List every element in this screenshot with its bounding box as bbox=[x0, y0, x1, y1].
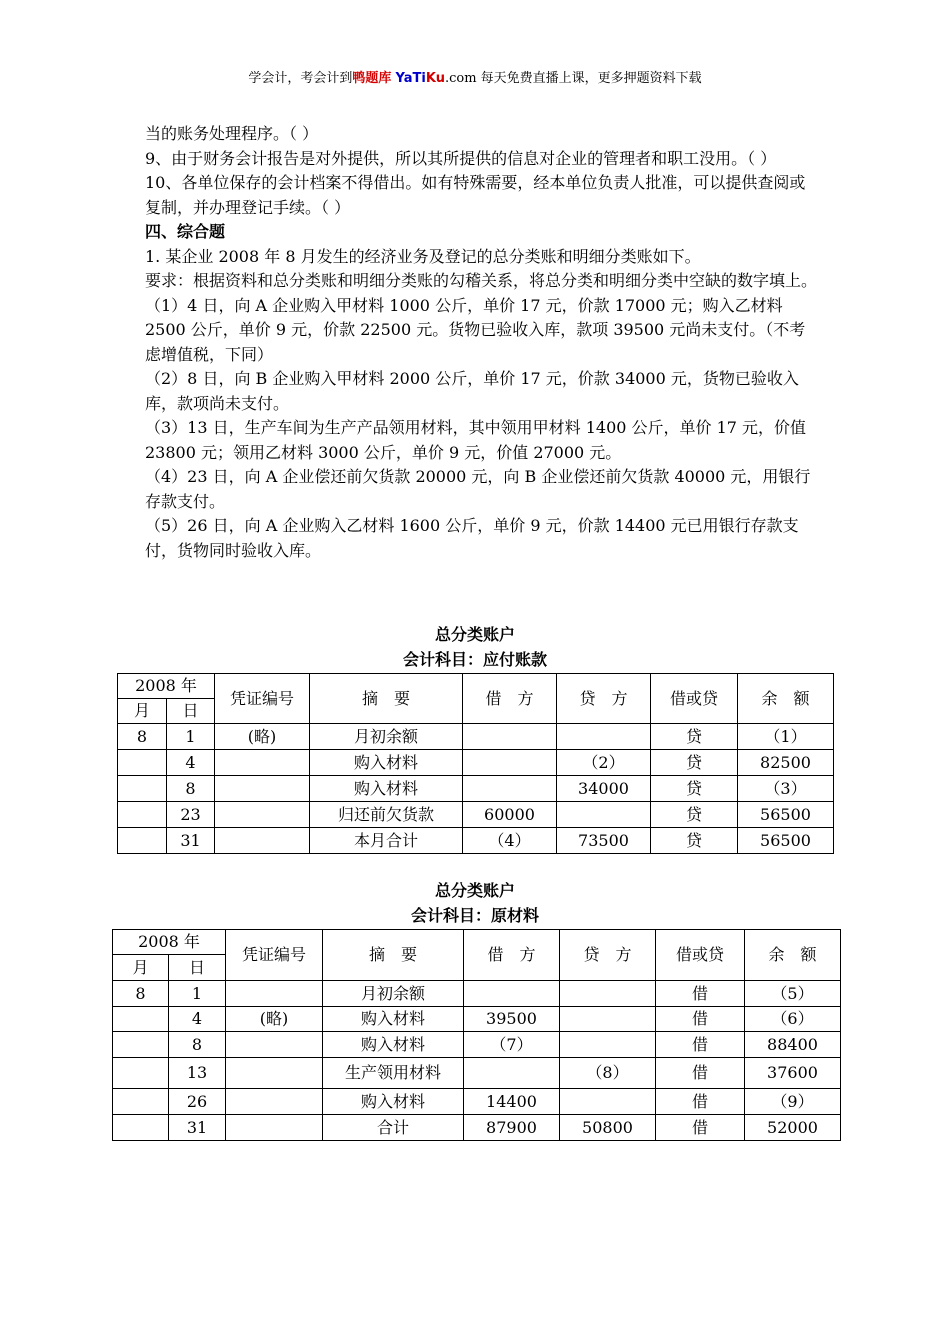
cell-dc: 借 bbox=[656, 1032, 745, 1058]
cell-voucher bbox=[215, 828, 310, 854]
year-header: 2008 年 bbox=[113, 930, 226, 955]
cell-month bbox=[113, 1007, 169, 1032]
table-row bbox=[118, 776, 834, 802]
cell-debit bbox=[463, 750, 557, 776]
header-site-name: 鸭题库 bbox=[352, 71, 392, 86]
cell-summary: 生产领用材料 bbox=[323, 1058, 464, 1089]
month-header: 月 bbox=[118, 699, 167, 724]
cell-summary: 购入材料 bbox=[323, 1007, 464, 1032]
cell-day: 13 bbox=[169, 1058, 226, 1089]
cell-day: 4 bbox=[169, 1007, 226, 1032]
section-heading: 四、综合题 bbox=[145, 222, 226, 241]
ledger2-table bbox=[112, 929, 841, 1141]
table-row bbox=[113, 1089, 841, 1115]
day-header: 日 bbox=[167, 699, 215, 724]
dc-header: 借或贷 bbox=[656, 930, 745, 981]
cell-debit: 14400 bbox=[464, 1089, 560, 1115]
voucher-header: 凭证编号 bbox=[215, 674, 310, 724]
table-row bbox=[118, 750, 834, 776]
ledger2-title: 总分类账户 bbox=[434, 881, 515, 900]
cell-balance: （9） bbox=[745, 1089, 841, 1115]
paragraph: （2）8 日，向 B 企业购入甲材料 2000 公斤，单价 17 元，价款 34000 元，货物已验收入库，款项尚未支付。 bbox=[145, 369, 799, 413]
cell-dc: 借 bbox=[656, 1058, 745, 1089]
cell-balance: 88400 bbox=[745, 1032, 841, 1058]
paragraph: 要求：根据资料和总分类账和明细分类账的勾稽关系，将总分类和明细分类中空缺的数字填上。 bbox=[145, 271, 818, 290]
cell-month bbox=[118, 802, 167, 828]
cell-month bbox=[113, 1115, 169, 1141]
summary-header: 摘 要 bbox=[310, 674, 463, 724]
table-row bbox=[113, 981, 841, 1007]
cell-dc: 贷 bbox=[651, 802, 738, 828]
cell-debit bbox=[463, 776, 557, 802]
paragraph: （1）4 日，向 A 企业购入甲材料 1000 公斤，单价 17 元，价款 17000 元；购入乙材料 2500 公斤，单价 9 元，价款 22500 元。货物已验收入库，款项 39500 元尚未支付。（不考虑增值税，下同） bbox=[145, 295, 806, 364]
cell-day: 1 bbox=[167, 724, 215, 750]
cell-voucher bbox=[215, 750, 310, 776]
cell-month bbox=[113, 1032, 169, 1058]
cell-credit: 73500 bbox=[557, 828, 651, 854]
debit-header: 借 方 bbox=[464, 930, 560, 981]
cell-debit bbox=[464, 981, 560, 1007]
table-row bbox=[118, 802, 834, 828]
cell-credit bbox=[560, 1007, 656, 1032]
cell-dc: 贷 bbox=[651, 724, 738, 750]
cell-dc: 借 bbox=[656, 1115, 745, 1141]
year-header: 2008 年 bbox=[118, 674, 215, 699]
cell-month bbox=[113, 1058, 169, 1089]
cell-dc: 贷 bbox=[651, 828, 738, 854]
cell-balance: 52000 bbox=[745, 1115, 841, 1141]
cell-credit: 34000 bbox=[557, 776, 651, 802]
cell-dc: 借 bbox=[656, 981, 745, 1007]
cell-voucher bbox=[215, 802, 310, 828]
cell-summary: 购入材料 bbox=[323, 1089, 464, 1115]
cell-month bbox=[118, 828, 167, 854]
paragraph: （3）13 日，生产车间为生产产品领用材料，其中领用甲材料 1400 公斤，单价 17 元，价值 23800 元；领用乙材料 3000 公斤，单价 9 元，价值 27000 元。 bbox=[145, 418, 807, 462]
cell-month: 8 bbox=[113, 981, 169, 1007]
header-suffix: .com 每天免费直播上课，更多押题资料下载 bbox=[444, 71, 702, 86]
cell-balance: （3） bbox=[738, 776, 834, 802]
cell-voucher bbox=[226, 981, 323, 1007]
cell-credit: 50800 bbox=[560, 1115, 656, 1141]
cell-dc: 贷 bbox=[651, 776, 738, 802]
cell-summary: 合计 bbox=[323, 1115, 464, 1141]
cell-credit bbox=[557, 802, 651, 828]
cell-balance: 82500 bbox=[738, 750, 834, 776]
cell-summary: 归还前欠货款 bbox=[310, 802, 463, 828]
cell-credit bbox=[560, 1032, 656, 1058]
cell-debit bbox=[464, 1058, 560, 1089]
paragraph: （4）23 日，向 A 企业偿还前欠货款 20000 元，向 B 企业偿还前欠货款 40000 元，用银行存款支付。 bbox=[145, 467, 811, 511]
ledger1-table bbox=[117, 673, 834, 854]
header-prefix: 学会计，考会计到 bbox=[248, 71, 353, 86]
cell-dc: 贷 bbox=[651, 750, 738, 776]
credit-header: 贷 方 bbox=[560, 930, 656, 981]
voucher-header: 凭证编号 bbox=[226, 930, 323, 981]
header-brand[interactable] bbox=[396, 71, 445, 86]
table-row bbox=[113, 1032, 841, 1058]
cell-month bbox=[113, 1089, 169, 1115]
cell-credit: （8） bbox=[560, 1058, 656, 1089]
ledger2-subject: 会计科目：原材料 bbox=[410, 906, 539, 925]
cell-balance: （5） bbox=[745, 981, 841, 1007]
table-row bbox=[113, 1115, 841, 1141]
cell-day: 31 bbox=[167, 828, 215, 854]
cell-day: 23 bbox=[167, 802, 215, 828]
page-header bbox=[0, 70, 950, 88]
cell-voucher: (略) bbox=[215, 724, 310, 750]
header-brand-a: YaTi bbox=[395, 71, 426, 86]
cell-debit: （4） bbox=[463, 828, 557, 854]
cell-month bbox=[118, 776, 167, 802]
cell-debit bbox=[463, 724, 557, 750]
cell-debit: （7） bbox=[464, 1032, 560, 1058]
paragraph: 10、各单位保存的会计档案不得借出。如有特殊需要，经本单位负责人批准，可以提供查阅或复制，并办理登记手续。（ ） bbox=[145, 173, 806, 217]
credit-header: 贷 方 bbox=[557, 674, 651, 724]
cell-summary: 本月合计 bbox=[310, 828, 463, 854]
cell-debit: 87900 bbox=[464, 1115, 560, 1141]
cell-credit: （2） bbox=[557, 750, 651, 776]
ledger1-title: 总分类账户 bbox=[434, 625, 515, 644]
cell-day: 31 bbox=[169, 1115, 226, 1141]
table-row bbox=[113, 1007, 841, 1032]
cell-day: 4 bbox=[167, 750, 215, 776]
cell-voucher bbox=[215, 776, 310, 802]
table-row bbox=[118, 724, 834, 750]
month-header: 月 bbox=[113, 955, 169, 981]
table-row bbox=[113, 1058, 841, 1089]
cell-summary: 购入材料 bbox=[323, 1032, 464, 1058]
cell-voucher: (略) bbox=[226, 1007, 323, 1032]
paragraph: （5）26 日，向 A 企业购入乙材料 1600 公斤，单价 9 元，价款 14400 元已用银行存款支付，货物同时验收入库。 bbox=[145, 516, 799, 560]
cell-voucher bbox=[226, 1058, 323, 1089]
cell-summary: 购入材料 bbox=[310, 776, 463, 802]
balance-header: 余 额 bbox=[745, 930, 841, 981]
cell-balance: 56500 bbox=[738, 828, 834, 854]
cell-day: 8 bbox=[169, 1032, 226, 1058]
day-header: 日 bbox=[169, 955, 226, 981]
paragraph: 9、由于财务会计报告是对外提供，所以其所提供的信息对企业的管理者和职工没用。（ ） bbox=[145, 148, 777, 168]
dc-header: 借或贷 bbox=[651, 674, 738, 724]
cell-balance: 37600 bbox=[745, 1058, 841, 1089]
cell-balance: （6） bbox=[745, 1007, 841, 1032]
summary-header: 摘 要 bbox=[323, 930, 464, 981]
cell-day: 1 bbox=[169, 981, 226, 1007]
paragraph: 1. 某企业 2008 年 8 月发生的经济业务及登记的总分类账和明细分类账如下。 bbox=[145, 246, 701, 266]
cell-balance: 56500 bbox=[738, 802, 834, 828]
cell-voucher bbox=[226, 1115, 323, 1141]
cell-dc: 借 bbox=[656, 1007, 745, 1032]
cell-voucher bbox=[226, 1032, 323, 1058]
cell-debit: 39500 bbox=[464, 1007, 560, 1032]
cell-credit bbox=[557, 724, 651, 750]
cell-debit: 60000 bbox=[463, 802, 557, 828]
cell-month: 8 bbox=[118, 724, 167, 750]
cell-summary: 月初余额 bbox=[323, 981, 464, 1007]
cell-credit bbox=[560, 981, 656, 1007]
cell-voucher bbox=[226, 1089, 323, 1115]
question-text bbox=[145, 122, 817, 563]
table-row bbox=[118, 828, 834, 854]
header-brand-b: Ku bbox=[425, 71, 445, 86]
paragraph: 当的账务处理程序。（ ） bbox=[145, 124, 319, 143]
cell-dc: 借 bbox=[656, 1089, 745, 1115]
balance-header: 余 额 bbox=[738, 674, 834, 724]
cell-summary: 月初余额 bbox=[310, 724, 463, 750]
cell-day: 8 bbox=[167, 776, 215, 802]
cell-summary: 购入材料 bbox=[310, 750, 463, 776]
cell-credit bbox=[560, 1089, 656, 1115]
cell-month bbox=[118, 750, 167, 776]
cell-balance: （1） bbox=[738, 724, 834, 750]
debit-header: 借 方 bbox=[463, 674, 557, 724]
cell-day: 26 bbox=[169, 1089, 226, 1115]
ledger1-subject: 会计科目：应付账款 bbox=[402, 650, 547, 669]
